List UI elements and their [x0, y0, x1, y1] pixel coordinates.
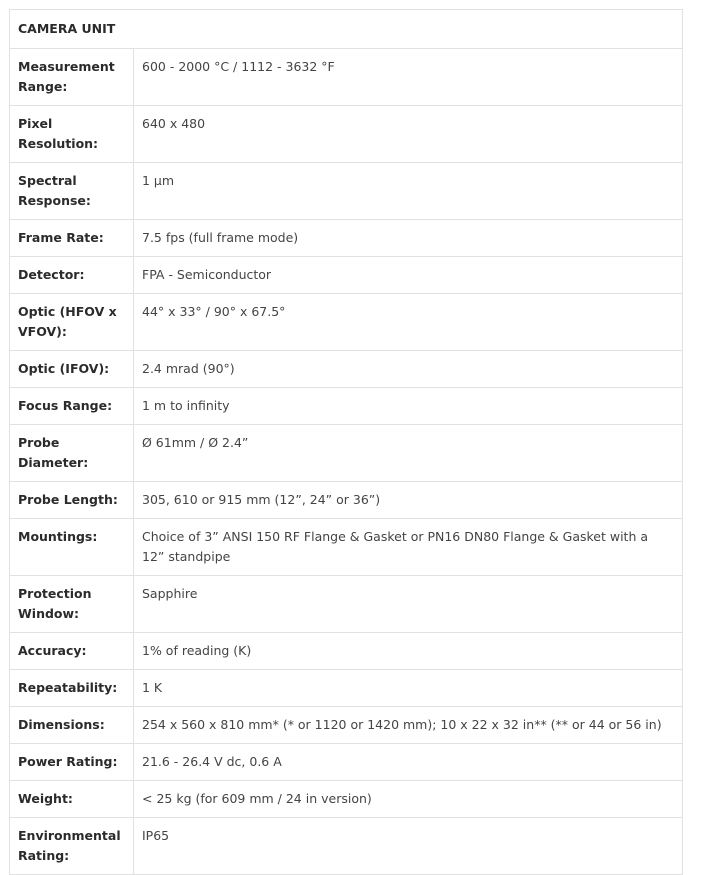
spec-value: 1 K: [134, 670, 683, 707]
table-row: [10, 818, 683, 875]
table-row: [10, 49, 683, 106]
spec-label: Power Rating:: [10, 744, 134, 781]
spec-label: Pixel Resolution:: [10, 106, 134, 163]
table-row: [10, 744, 683, 781]
spec-value: 44° x 33° / 90° x 67.5°: [134, 294, 683, 351]
spec-value: FPA - Semiconductor: [134, 257, 683, 294]
spec-label: Spectral Response:: [10, 163, 134, 220]
spec-value: 305, 610 or 915 mm (12”, 24” or 36”): [134, 482, 683, 519]
spec-label: Measurement Range:: [10, 49, 134, 106]
spec-label: Optic (IFOV):: [10, 351, 134, 388]
table-row: [10, 163, 683, 220]
spec-value: Ø 61mm / Ø 2.4”: [134, 425, 683, 482]
table-row: [10, 576, 683, 633]
spec-value: IP65: [134, 818, 683, 875]
table-row: [10, 351, 683, 388]
spec-label: Probe Diameter:: [10, 425, 134, 482]
table-row: [10, 220, 683, 257]
table-row: [10, 388, 683, 425]
spec-label: Repeatability:: [10, 670, 134, 707]
spec-label: Focus Range:: [10, 388, 134, 425]
spec-value: Choice of 3” ANSI 150 RF Flange & Gasket or PN16 DN80 Flange & Gasket with a 12” standpipe: [134, 519, 683, 576]
table-row: [10, 670, 683, 707]
spec-label: Dimensions:: [10, 707, 134, 744]
spec-table-body: [10, 49, 683, 875]
table-row: [10, 633, 683, 670]
spec-value: 600 - 2000 °C / 1112 - 3632 °F: [134, 49, 683, 106]
spec-label: Protection Window:: [10, 576, 134, 633]
table-row: [10, 482, 683, 519]
table-row: [10, 106, 683, 163]
spec-value: 21.6 - 26.4 V dc, 0.6 A: [134, 744, 683, 781]
spec-value: 254 x 560 x 810 mm* (* or 1120 or 1420 mm); 10 x 22 x 32 in** (** or 44 or 56 in): [134, 707, 683, 744]
spec-label: Detector:: [10, 257, 134, 294]
spec-label: Environmental Rating:: [10, 818, 134, 875]
table-row: [10, 257, 683, 294]
spec-label: Optic (HFOV x VFOV):: [10, 294, 134, 351]
spec-value: 640 x 480: [134, 106, 683, 163]
table-row: [10, 519, 683, 576]
spec-label: Frame Rate:: [10, 220, 134, 257]
spec-value: Sapphire: [134, 576, 683, 633]
spec-value: < 25 kg (for 609 mm / 24 in version): [134, 781, 683, 818]
table-header-row: [10, 10, 683, 49]
spec-label: Accuracy:: [10, 633, 134, 670]
spec-value: 1 µm: [134, 163, 683, 220]
camera-unit-spec-table: [9, 9, 683, 875]
table-title: CAMERA UNIT: [10, 10, 683, 49]
table-row: [10, 425, 683, 482]
spec-value: 7.5 fps (full frame mode): [134, 220, 683, 257]
table-row: [10, 294, 683, 351]
spec-label: Mountings:: [10, 519, 134, 576]
spec-value: 1% of reading (K): [134, 633, 683, 670]
table-row: [10, 781, 683, 818]
spec-value: 1 m to infinity: [134, 388, 683, 425]
spec-label: Probe Length:: [10, 482, 134, 519]
spec-label: Weight:: [10, 781, 134, 818]
table-row: [10, 707, 683, 744]
spec-value: 2.4 mrad (90°): [134, 351, 683, 388]
